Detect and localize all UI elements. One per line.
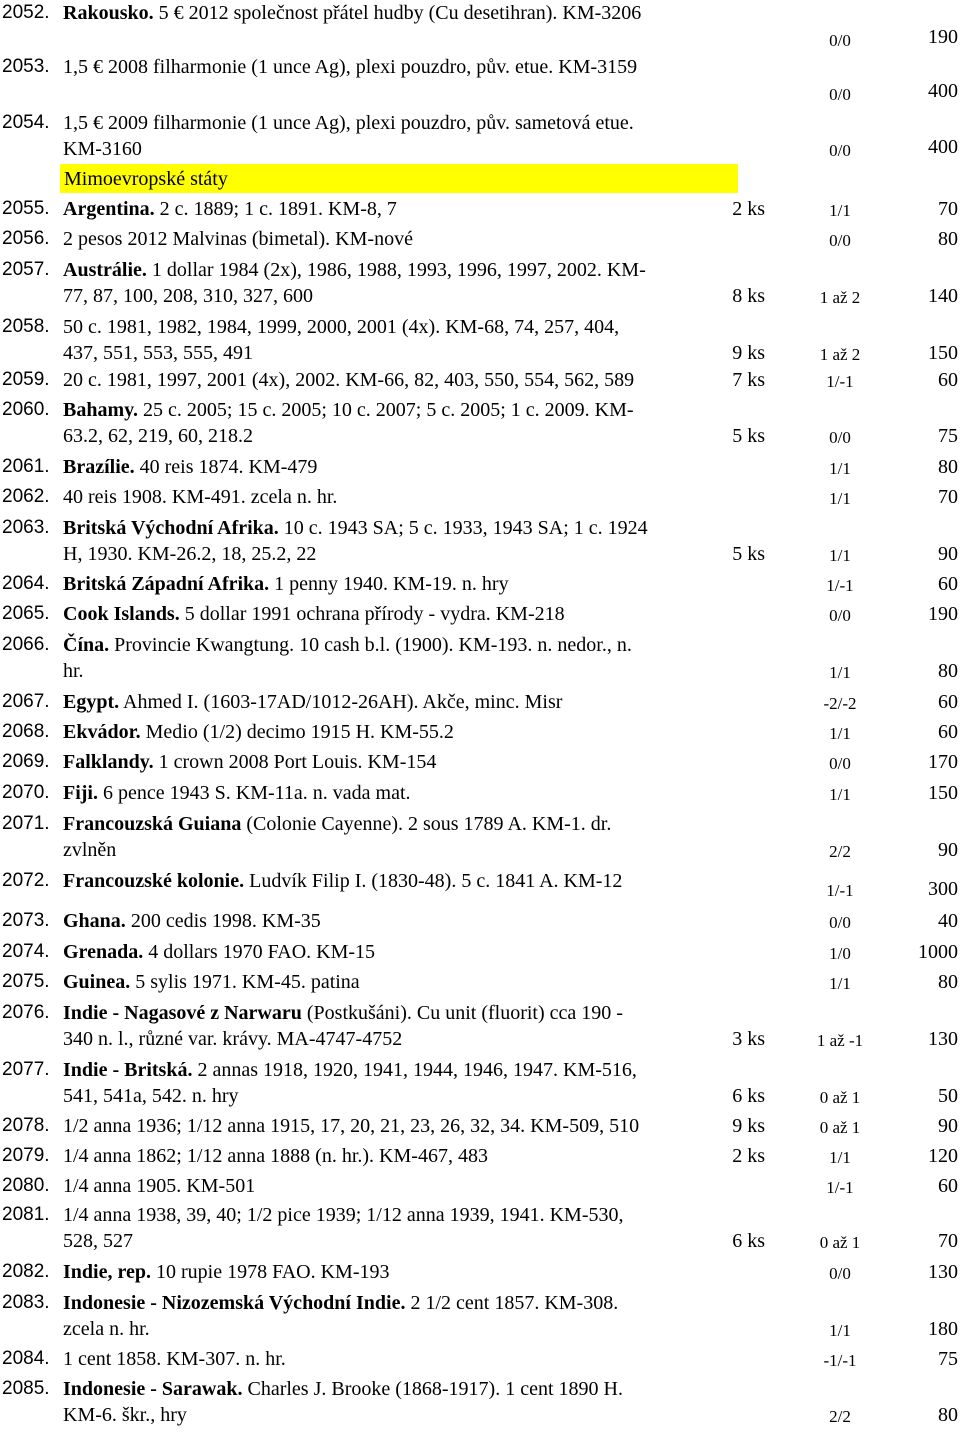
lot-description (63, 719, 743, 745)
description-text: 1,5 € 2009 filharmonie (1 unce Ag), plexi pouzdro, pův. sametová etue. (63, 112, 634, 134)
lot-description (63, 1143, 743, 1169)
starting-price: 120 (928, 1145, 958, 1167)
country-name: Fiji. (63, 782, 98, 804)
country-name: Brazílie. (63, 456, 135, 478)
starting-price: 60 (938, 691, 958, 713)
country-name: Britská Východní Afrika. (63, 517, 279, 539)
description-text: 2 annas 1918, 1920, 1941, 1944, 1946, 1947. KM-516, (192, 1059, 637, 1081)
condition-grade: -1/-1 (823, 1351, 857, 1370)
description-text: 1/4 anna 1862; 1/12 anna 1888 (n. hr.). KM-467, 483 (63, 1145, 488, 1167)
starting-price: 300 (928, 878, 958, 900)
condition-grade: 1/1 (829, 724, 851, 743)
condition-grade: 1 až 2 (819, 345, 861, 364)
lot-number: 2084. (2, 1348, 50, 1369)
country-name: Guinea. (63, 971, 131, 993)
starting-price: 90 (938, 1115, 958, 1137)
description-text: 1,5 € 2008 filharmonie (1 unce Ag), plexi pouzdro, pův. etue. KM-3159 (63, 56, 638, 78)
description-line-1 (63, 601, 743, 627)
starting-price: 80 (938, 660, 958, 682)
lot-number: 2052. (2, 2, 50, 23)
description-text: 40 reis 1908. KM-491. zcela n. hr. (63, 486, 338, 508)
description-line-1 (63, 749, 743, 775)
description-line-1 (63, 908, 743, 934)
description-line-1 (63, 1290, 743, 1316)
starting-price: 40 (938, 910, 958, 932)
lot-number: 2069. (2, 751, 50, 772)
description-line-1 (63, 1376, 743, 1402)
country-name: Britská Západní Afrika. (63, 573, 270, 595)
condition-grade: 0/0 (829, 31, 851, 50)
description-text: Ahmed I. (1603-17AD/1012-26AH). Akče, minc. Misr (119, 691, 563, 713)
catalog-entry (0, 515, 960, 571)
starting-price: 130 (928, 1261, 958, 1283)
description-line-2: 437, 551, 553, 555, 491 (63, 342, 253, 364)
country-name: Ghana. (63, 910, 126, 932)
condition-grade: 1/-1 (826, 881, 854, 900)
condition-grade: 1/1 (829, 201, 851, 220)
starting-price: 150 (928, 782, 958, 804)
lot-description (63, 515, 743, 567)
catalog-entry (0, 257, 960, 313)
starting-price: 75 (938, 425, 958, 447)
lot-description (63, 571, 743, 597)
lot-number: 2074. (2, 941, 50, 962)
description-line-1 (63, 484, 743, 510)
starting-price: 60 (938, 721, 958, 743)
lot-description (63, 1000, 743, 1052)
condition-grade: 1/1 (829, 489, 851, 508)
condition-grade: 0/0 (829, 913, 851, 932)
condition-grade: 1/-1 (826, 372, 854, 391)
description-text: 5 dollar 1991 ochrana přírody - vydra. KM-218 (179, 603, 565, 625)
lot-number: 2056. (2, 228, 50, 249)
lot-number: 2066. (2, 634, 50, 655)
description-line-2: 63.2, 62, 219, 60, 218.2 (63, 425, 253, 447)
starting-price: 190 (928, 603, 958, 625)
description-line-1 (63, 689, 743, 715)
lot-description (63, 811, 743, 863)
quantity: 2 ks (732, 1145, 765, 1167)
description-line-2: hr. (63, 660, 84, 682)
country-name: Falklandy. (63, 751, 154, 773)
catalog-entry (0, 1202, 960, 1258)
description-line-1 (63, 196, 743, 222)
description-text: 1 dollar 1984 (2x), 1986, 1988, 1993, 1996, 1997, 2002. KM- (146, 259, 646, 281)
quantity: 3 ks (732, 1028, 765, 1050)
lot-description (63, 689, 743, 715)
condition-grade: 0/0 (829, 231, 851, 250)
description-line-2: 340 n. l., různé var. krávy. MA-4747-4752 (63, 1028, 403, 1050)
lot-number: 2058. (2, 316, 50, 337)
lot-description (63, 1057, 743, 1109)
starting-price: 400 (928, 136, 958, 158)
starting-price: 90 (938, 543, 958, 565)
catalog-entry (0, 314, 960, 370)
country-name: Austrálie. (63, 259, 147, 281)
quantity: 9 ks (732, 1115, 765, 1137)
description-text: 1 crown 2008 Port Louis. KM-154 (153, 751, 437, 773)
lot-number: 2068. (2, 721, 50, 742)
description-line-1 (63, 226, 743, 252)
condition-grade: 1/1 (829, 459, 851, 478)
lot-description (63, 226, 743, 252)
description-text: 6 pence 1943 S. KM-11a. n. vada mat. (98, 782, 411, 804)
lot-number: 2071. (2, 813, 50, 834)
country-name: Argentina. (63, 198, 155, 220)
lot-number: 2054. (2, 112, 50, 133)
lot-number: 2080. (2, 1175, 50, 1196)
description-text: 1/4 anna 1905. KM-501 (63, 1175, 256, 1197)
description-line-2: 528, 527 (63, 1230, 133, 1252)
description-line-2: zvlněn (63, 839, 117, 861)
description-text: 50 c. 1981, 1982, 1984, 1999, 2000, 2001 (4x). KM-68, 74, 257, 404, (63, 316, 620, 338)
description-line-2: 541, 541a, 542. n. hry (63, 1085, 239, 1107)
starting-price: 80 (938, 228, 958, 250)
starting-price: 60 (938, 1175, 958, 1197)
lot-description (63, 257, 743, 309)
quantity: 2 ks (732, 198, 765, 220)
description-line-1 (63, 257, 743, 283)
description-text: 10 rupie 1978 FAO. KM-193 (150, 1261, 390, 1283)
description-line-1 (63, 1113, 743, 1139)
condition-grade: 0/0 (829, 428, 851, 447)
description-line-1 (63, 1259, 743, 1285)
condition-grade: 0/0 (829, 1264, 851, 1283)
lot-number: 2083. (2, 1292, 50, 1313)
description-line-2: KM-3160 (63, 138, 142, 160)
country-name: Cook Islands. (63, 603, 180, 625)
lot-number: 2064. (2, 573, 50, 594)
description-text: 10 c. 1943 SA; 5 c. 1933, 1943 SA; 1 c. 1924 (278, 517, 648, 539)
description-text: Provincie Kwangtung. 10 cash b.l. (1900). KM-193. n. nedor., n. (109, 634, 632, 656)
description-text: 200 cedis 1998. KM-35 (125, 910, 321, 932)
description-line-1 (63, 1057, 743, 1083)
description-text: Medio (1/2) decimo 1915 H. KM-55.2 (140, 721, 454, 743)
description-text: 25 c. 2005; 15 c. 2005; 10 c. 2007; 5 c. 2005; 1 c. 2009. KM- (138, 399, 634, 421)
country-name: Egypt. (63, 691, 120, 713)
description-line-1 (63, 632, 743, 658)
section-heading: Mimoevropské státy (64, 168, 228, 190)
catalog-entry (0, 110, 960, 166)
description-text: 1/4 anna 1938, 39, 40; 1/2 pice 1939; 1/12 anna 1939, 1941. KM-530, (63, 1204, 624, 1226)
description-line-1 (63, 454, 743, 480)
starting-price: 80 (938, 971, 958, 993)
description-line-1 (63, 571, 743, 597)
condition-grade: 0/0 (829, 85, 851, 104)
description-text: Ludvík Filip I. (1830-48). 5 c. 1841 A. KM-12 (244, 870, 623, 892)
lot-description (63, 54, 743, 80)
lot-description (63, 484, 743, 510)
condition-grade: 0 až 1 (819, 1233, 861, 1252)
lot-description (63, 397, 743, 449)
quantity: 6 ks (732, 1085, 765, 1107)
catalog-entry (0, 397, 960, 453)
country-name: Čína. (63, 634, 110, 656)
starting-price: 150 (928, 342, 958, 364)
country-name: Rakousko. (63, 2, 154, 24)
lot-number: 2067. (2, 691, 50, 712)
catalog-entry (0, 1376, 960, 1432)
condition-grade: 1/1 (829, 546, 851, 565)
description-line-1 (63, 515, 743, 541)
lot-description (63, 1290, 743, 1342)
description-text: (Postkušáni). Cu unit (fluorit) cca 190 - (301, 1002, 623, 1024)
starting-price: 70 (938, 198, 958, 220)
lot-number: 2062. (2, 486, 50, 507)
quantity: 9 ks (732, 342, 765, 364)
lot-description (63, 780, 743, 806)
lot-description (63, 196, 743, 222)
lot-description (63, 601, 743, 627)
lot-number: 2077. (2, 1059, 50, 1080)
starting-price: 50 (938, 1085, 958, 1107)
condition-grade: 1/1 (829, 785, 851, 804)
lot-number: 2075. (2, 971, 50, 992)
quantity: 5 ks (732, 425, 765, 447)
description-line-1 (63, 367, 743, 393)
lot-number: 2078. (2, 1115, 50, 1136)
lot-description (63, 314, 743, 366)
description-line-1 (63, 969, 743, 995)
condition-grade: 0/0 (829, 606, 851, 625)
description-text: 4 dollars 1970 FAO. KM-15 (143, 941, 376, 963)
condition-grade: 1 až 2 (819, 288, 861, 307)
description-line-2: 77, 87, 100, 208, 310, 327, 600 (63, 285, 313, 307)
description-line-1 (63, 868, 743, 894)
lot-description (63, 1259, 743, 1285)
lot-description (63, 1173, 743, 1199)
country-name: Bahamy. (63, 399, 139, 421)
lot-number: 2076. (2, 1002, 50, 1023)
starting-price: 400 (928, 80, 958, 102)
lot-number: 2060. (2, 399, 50, 420)
country-name: Francouzské kolonie. (63, 870, 245, 892)
condition-grade: 1/1 (829, 1321, 851, 1340)
starting-price: 1000 (918, 941, 958, 963)
description-line-2: zcela n. hr. (63, 1318, 150, 1340)
description-line-1 (63, 1000, 743, 1026)
condition-grade: 0/0 (829, 754, 851, 773)
description-line-1 (63, 811, 743, 837)
lot-number: 2057. (2, 259, 50, 280)
starting-price: 70 (938, 1230, 958, 1252)
lot-description (63, 908, 743, 934)
lot-number: 2079. (2, 1145, 50, 1166)
country-name: Indie - Britská. (63, 1059, 193, 1081)
lot-description (63, 110, 743, 162)
condition-grade: 1/1 (829, 974, 851, 993)
starting-price: 70 (938, 486, 958, 508)
description-text: 5 sylis 1971. KM-45. patina (130, 971, 360, 993)
lot-description (63, 454, 743, 480)
condition-grade: 0 až 1 (819, 1118, 861, 1137)
lot-number: 2055. (2, 198, 50, 219)
catalog-entry (0, 1000, 960, 1056)
description-line-1 (63, 397, 743, 423)
starting-price: 80 (938, 1404, 958, 1426)
description-line-2: KM-6. škr., hry (63, 1404, 187, 1426)
description-text: (Colonie Cayenne). 2 sous 1789 A. KM-1. dr. (241, 813, 612, 835)
catalog-entry (0, 1290, 960, 1346)
starting-price: 75 (938, 1348, 958, 1370)
starting-price: 90 (938, 839, 958, 861)
condition-grade: 1/1 (829, 1148, 851, 1167)
lot-number: 2082. (2, 1261, 50, 1282)
condition-grade: 0/0 (829, 141, 851, 160)
lot-number: 2063. (2, 517, 50, 538)
description-text: 1 cent 1858. KM-307. n. hr. (63, 1348, 286, 1370)
lot-description (63, 868, 743, 894)
lot-description (63, 939, 743, 965)
condition-grade: 1/-1 (826, 1178, 854, 1197)
description-text: 2 pesos 2012 Malvinas (bimetal). KM-nové (63, 228, 413, 250)
lot-description (63, 749, 743, 775)
description-text: 1/2 anna 1936; 1/12 anna 1915, 17, 20, 21, 23, 26, 32, 34. KM-509, 510 (63, 1115, 640, 1137)
catalog-entry (0, 632, 960, 688)
country-name: Indonesie - Sarawak. (63, 1378, 243, 1400)
description-line-1 (63, 314, 743, 340)
country-name: Indie, rep. (63, 1261, 151, 1283)
quantity: 6 ks (732, 1230, 765, 1252)
description-line-1 (63, 0, 743, 26)
condition-grade: 1/1 (829, 663, 851, 682)
lot-description (63, 969, 743, 995)
lot-description (63, 1376, 743, 1428)
description-line-1 (63, 719, 743, 745)
description-line-1 (63, 780, 743, 806)
condition-grade: 1/-1 (826, 576, 854, 595)
starting-price: 60 (938, 573, 958, 595)
condition-grade: 2/2 (829, 1407, 851, 1426)
description-line-2: H, 1930. KM-26.2, 18, 25.2, 22 (63, 543, 317, 565)
lot-number: 2061. (2, 456, 50, 477)
starting-price: 60 (938, 369, 958, 391)
lot-number: 2085. (2, 1378, 50, 1399)
description-text: 5 € 2012 společnost přátel hudby (Cu desetihran). KM-3206 (153, 2, 642, 24)
starting-price: 130 (928, 1028, 958, 1050)
description-text: Charles J. Brooke (1868-1917). 1 cent 1890 H. (242, 1378, 623, 1400)
description-text: 20 c. 1981, 1997, 2001 (4x), 2002. KM-66, 82, 403, 550, 554, 562, 589 (63, 369, 635, 391)
catalog-entry (0, 811, 960, 867)
lot-description (63, 0, 743, 26)
lot-number: 2072. (2, 870, 50, 891)
country-name: Francouzská Guiana (63, 813, 242, 835)
condition-grade: 1/0 (829, 944, 851, 963)
description-line-1 (63, 939, 743, 965)
country-name: Indonesie - Nizozemská Východní Indie. (63, 1292, 406, 1314)
catalog-entry (0, 1057, 960, 1113)
lot-description (63, 632, 743, 684)
starting-price: 180 (928, 1318, 958, 1340)
lot-description (63, 1346, 743, 1372)
description-text: 1 penny 1940. KM-19. n. hry (269, 573, 509, 595)
starting-price: 80 (938, 456, 958, 478)
description-line-1 (63, 1346, 743, 1372)
description-line-1 (63, 54, 743, 80)
lot-number: 2073. (2, 910, 50, 931)
starting-price: 140 (928, 285, 958, 307)
quantity: 5 ks (732, 543, 765, 565)
description-line-1 (63, 110, 743, 136)
catalog-entry (0, 54, 960, 110)
lot-number: 2081. (2, 1204, 50, 1225)
quantity: 8 ks (732, 285, 765, 307)
lot-number: 2065. (2, 603, 50, 624)
description-line-1 (63, 1143, 743, 1169)
country-name: Ekvádor. (63, 721, 141, 743)
lot-description (63, 367, 743, 393)
description-text: 2 c. 1889; 1 c. 1891. KM-8, 7 (154, 198, 397, 220)
description-text: 2 1/2 cent 1857. KM-308. (405, 1292, 619, 1314)
condition-grade: 1 až -1 (816, 1031, 864, 1050)
catalog-entry (0, 0, 960, 56)
condition-grade: 2/2 (829, 842, 851, 861)
starting-price: 170 (928, 751, 958, 773)
lot-number: 2070. (2, 782, 50, 803)
condition-grade: 0 až 1 (819, 1088, 861, 1107)
lot-description (63, 1113, 743, 1139)
starting-price: 190 (928, 26, 958, 48)
description-line-1 (63, 1173, 743, 1199)
lot-number: 2059. (2, 369, 50, 390)
description-text: 40 reis 1874. KM-479 (134, 456, 318, 478)
country-name: Indie - Nagasové z Narwaru (63, 1002, 302, 1024)
country-name: Grenada. (63, 941, 144, 963)
quantity: 7 ks (732, 369, 765, 391)
description-line-1 (63, 1202, 743, 1228)
lot-description (63, 1202, 743, 1254)
lot-number: 2053. (2, 56, 50, 77)
condition-grade: -2/-2 (823, 694, 857, 713)
